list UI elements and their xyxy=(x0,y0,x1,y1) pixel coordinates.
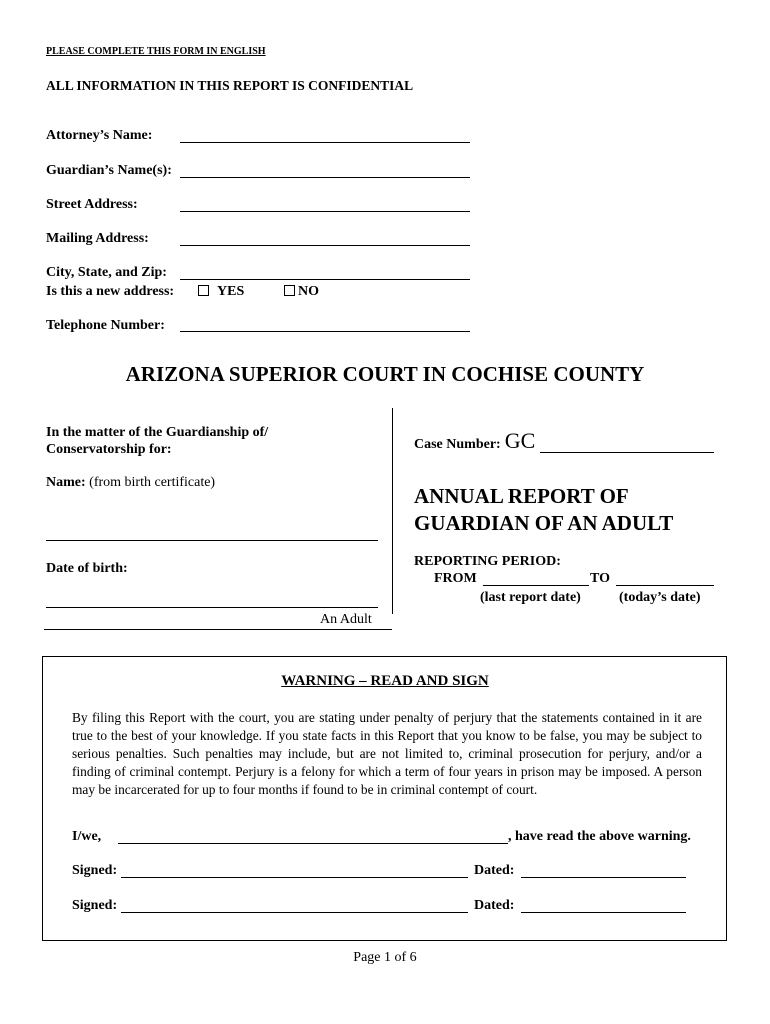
city-state-zip-field[interactable] xyxy=(180,279,470,280)
report-title-line2: GUARDIAN OF AN ADULT xyxy=(414,511,674,535)
yes-checkbox[interactable] xyxy=(198,285,209,296)
warning-text: By filing this Report with the court, you are stating under penalty of perjury that the statements contained in it are true to the best of your knowledge. If you state facts in this Report that you know to be false, you may be subject to serious penalties. Such penalties may include, but are not limited to, criminal prosecution for perjury, and/or a finding of criminal contempt. Perjury is a felony for which a term of four years in prison may be imposed. A person may be incarcerated for up to four months if found to be in criminal contempt of court. xyxy=(72,710,702,797)
no-checkbox[interactable] xyxy=(284,285,295,296)
ward-name-field[interactable] xyxy=(46,540,378,541)
city-state-zip-label: City, State, and Zip: xyxy=(46,265,167,280)
name-note: (from birth certificate) xyxy=(89,475,216,490)
date-of-birth-field[interactable] xyxy=(46,607,378,608)
to-date-field[interactable] xyxy=(616,585,714,586)
todays-date-note: (today’s date) xyxy=(619,590,701,605)
read-warning-statement: , have read the above warning. xyxy=(508,829,691,844)
caption-bottom-rule xyxy=(44,629,392,630)
mailing-address-field[interactable] xyxy=(180,245,470,246)
iwe-name-field[interactable] xyxy=(118,843,508,844)
matter-heading-line2: Conservatorship for: xyxy=(46,442,172,457)
case-prefix: GC xyxy=(504,428,536,453)
to-label: TO xyxy=(590,571,610,586)
guardian-name-label: Guardian’s Name(s): xyxy=(46,163,172,178)
telephone-field[interactable] xyxy=(180,331,470,332)
new-address-no-option[interactable] xyxy=(284,284,319,300)
dated-label-2: Dated: xyxy=(474,898,515,913)
case-number xyxy=(414,428,535,454)
warning-title: WARNING – READ AND SIGN xyxy=(281,673,489,689)
case-number-label: Case Number: xyxy=(414,437,501,452)
matter-heading xyxy=(46,424,268,458)
signed-label-2: Signed: xyxy=(72,898,118,913)
date-of-birth-label: Date of birth: xyxy=(46,561,128,576)
attorney-name-field[interactable] xyxy=(180,142,470,143)
street-address-field[interactable] xyxy=(180,211,470,212)
name-label: Name: xyxy=(46,475,86,490)
signature-field-2[interactable] xyxy=(121,912,468,913)
guardian-name-field[interactable] xyxy=(180,177,470,178)
yes-label: YES xyxy=(217,284,245,299)
case-number-field[interactable] xyxy=(540,452,714,453)
dated-label-1: Dated: xyxy=(474,863,515,878)
caption-divider xyxy=(392,408,393,614)
no-label: NO xyxy=(298,284,319,299)
street-address-label: Street Address: xyxy=(46,197,138,212)
new-address-label: Is this a new address: xyxy=(46,284,175,299)
ward-name-label xyxy=(46,475,215,491)
mailing-address-label: Mailing Address: xyxy=(46,231,149,246)
telephone-label: Telephone Number: xyxy=(46,318,165,333)
new-address-yes-option[interactable] xyxy=(198,284,244,300)
matter-heading-line1: In the matter of the Guardianship of/ xyxy=(46,425,269,440)
signed-label-1: Signed: xyxy=(72,863,118,878)
signature-field-1[interactable] xyxy=(121,877,468,878)
attorney-name-label: Attorney’s Name: xyxy=(46,128,153,143)
court-title: ARIZONA SUPERIOR COURT IN COCHISE COUNTY xyxy=(125,362,645,386)
page-number: Page 1 of 6 xyxy=(353,950,417,965)
from-date-field[interactable] xyxy=(483,585,589,586)
form-language-instruction: PLEASE COMPLETE THIS FORM IN ENGLISH xyxy=(46,46,266,57)
from-label: FROM xyxy=(434,571,477,586)
an-adult-label: An Adult xyxy=(320,612,372,627)
dated-field-1[interactable] xyxy=(521,877,686,878)
last-report-date-note: (last report date) xyxy=(480,590,581,605)
report-title xyxy=(414,483,673,537)
confidential-notice: ALL INFORMATION IN THIS REPORT IS CONFIDENTIAL xyxy=(46,78,414,93)
iwe-label: I/we, xyxy=(72,829,102,844)
dated-field-2[interactable] xyxy=(521,912,686,913)
report-title-line1: ANNUAL REPORT OF xyxy=(414,484,629,508)
reporting-period-label: REPORTING PERIOD: xyxy=(414,554,561,569)
